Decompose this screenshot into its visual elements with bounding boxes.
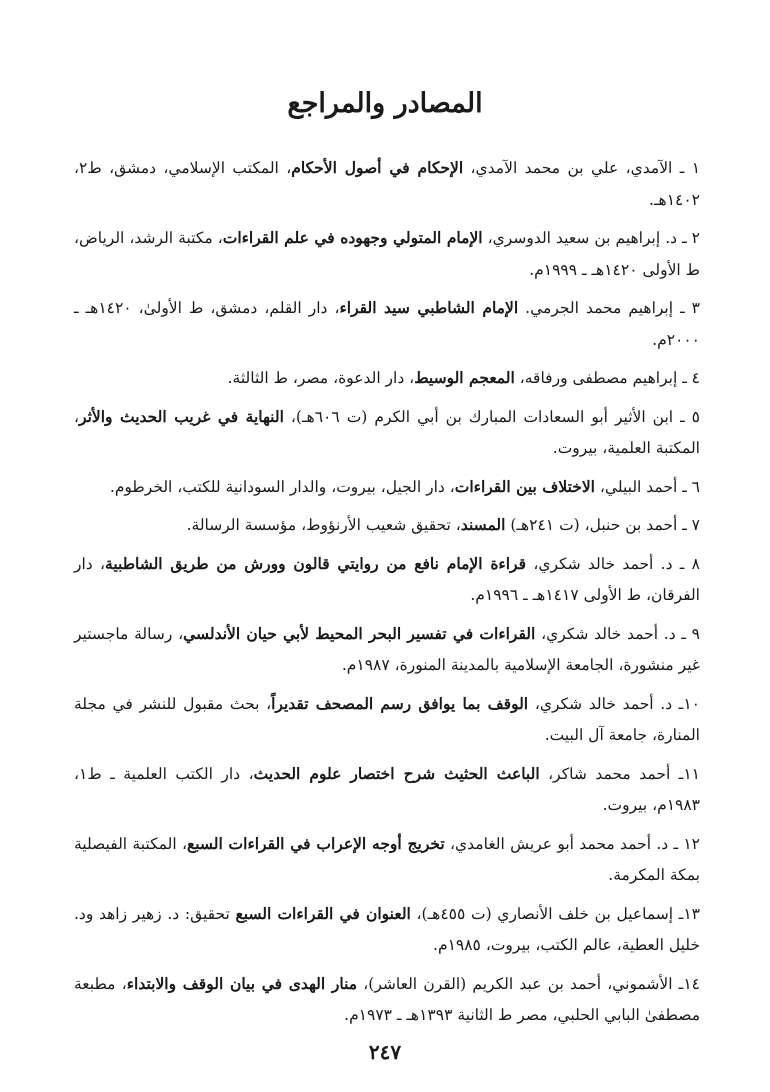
- reference-item: [74, 471, 700, 504]
- reference-text: ١٢ ـ د. أحمد محمد أبو عريش الغامدي،: [444, 834, 701, 853]
- reference-text: ١ ـ الآمدي، علي بن محمد الآمدي،: [463, 159, 701, 177]
- reference-text: ، دار الفرقان، ط الأولى ١٤١٧هـ ـ ١٩٩٦م.: [74, 554, 700, 604]
- reference-item: [74, 618, 700, 682]
- reference-item: [74, 968, 700, 1032]
- references-list: [74, 152, 700, 1038]
- reference-text: ٥ ـ ابن الأثير أبو السعادات المبارك بن أبي الكرم (ت ٦٠٦هـ)،: [283, 407, 700, 426]
- reference-item: [74, 898, 700, 962]
- reference-item: [74, 292, 700, 356]
- reference-item: [74, 828, 700, 892]
- reference-text: ٨ ـ د. أحمد خالد شكري،: [526, 554, 700, 573]
- reference-item: [74, 401, 700, 465]
- reference-text: ، المكتب الإسلامي، دمشق، ط٢، ١٤٠٢هـ.: [74, 159, 700, 209]
- reference-title: منار الهدى في بيان الوقف والابتداء: [126, 973, 358, 993]
- reference-text: ١٤ـ الأشموني، أحمد بن عبد الكريم (القرن العاشر)،: [357, 974, 700, 993]
- reference-text: ، دار الجيل، بيروت، والدار السودانية للكتب، الخرطوم.: [109, 477, 455, 496]
- reference-item: [74, 362, 700, 395]
- reference-text: ، مطبعة مصطفىٰ البابي الحلبي، مصر ط الثانية ١٣٩٣هـ ـ ١٩٧٣م.: [74, 974, 700, 1024]
- reference-item: [74, 688, 700, 752]
- reference-title: الباعث الحثيث شرح اختصار علوم الحديث: [253, 763, 540, 783]
- reference-title: الوقف بما يوافق رسم المصحف تقديراً: [271, 693, 529, 713]
- reference-title: الإحكام في أصول الأحكام: [291, 158, 464, 177]
- reference-item: [74, 548, 700, 612]
- reference-text: ، دار القلم، دمشق، ط الأولىٰ، ١٤٢٠هـ ـ ٢٠٠٠م.: [74, 299, 700, 349]
- reference-title: تخريج أوجه الإعراب في القراءات السبع: [186, 833, 445, 853]
- reference-text: ٣ ـ إبراهيم محمد الجرمي.: [518, 299, 700, 317]
- reference-text: ، دار الدعوة، مصر، ط الثالثة.: [227, 369, 415, 387]
- reference-title: النهاية في غريب الحديث والأثر: [79, 406, 284, 426]
- reference-text: ، مكتبة الرشد، الرياض، ط الأولى ١٤٢٠هـ ـ ١٩٩٩م.: [74, 229, 700, 279]
- reference-text: ، المكتبة العلمية، بيروت.: [74, 407, 700, 457]
- reference-text: ١٣ـ إسماعيل بن خلف الأنصاري (ت ٤٥٥هـ)،: [410, 904, 700, 923]
- reference-title: المعجم الوسيط: [414, 368, 515, 387]
- reference-item: [74, 758, 700, 822]
- reference-text: ٢ ـ د. إبراهيم بن سعيد الدوسري،: [482, 229, 700, 247]
- reference-text: ٦ ـ أحمد البيلي،: [595, 477, 700, 496]
- reference-text: تحقيق: د. زهير زاهد ود. خليل العطية، عالم الكتب، بيروت، ١٩٨٥م.: [74, 904, 700, 954]
- reference-item: [74, 509, 700, 542]
- reference-text: ٩ ـ د. أحمد خالد شكري،: [535, 624, 700, 643]
- reference-title: قراءة الإمام نافع من روايتي قالون وورش من طريق الشاطبية: [105, 553, 526, 573]
- reference-item: [74, 222, 700, 286]
- reference-text: ، المكتبة الفيصلية بمكة المكرمة.: [74, 834, 700, 884]
- reference-text: ، تحقيق شعيب الأرنؤوط، مؤسسة الرسالة.: [186, 516, 461, 534]
- reference-text: ، بحث مقبول للنشر في مجلة المنارة، جامعة آل البيت.: [74, 694, 700, 744]
- reference-title: الاختلاف بين القراءات: [454, 476, 595, 496]
- reference-text: ، رسالة ماجستير غير منشورة، الجامعة الإسلامية بالمدينة المنورة، ١٩٨٧م.: [74, 624, 700, 674]
- page-title: المصادر والمراجع: [287, 88, 483, 119]
- page-number: ٢٤٧: [368, 1040, 402, 1064]
- reference-title: العنوان في القراءات السبع: [235, 903, 411, 923]
- reference-text: ٤ ـ إبراهيم مصطفى ورفاقه،: [514, 369, 700, 387]
- reference-item: [74, 152, 700, 216]
- reference-title: الإمام الشاطبي سيد القراء: [339, 298, 519, 317]
- reference-title: القراءات في تفسير البحر المحيط لأبي حيان الأندلسي: [183, 623, 536, 643]
- reference-title: الإمام المتولي وجهوده في علم القراءات: [222, 228, 483, 247]
- reference-title: المسند: [460, 515, 506, 534]
- reference-text: ٧ ـ أحمد بن حنبل، (ت ٢٤١هـ): [505, 516, 700, 534]
- reference-text: ، دار الكتب العلمية ـ ط١، ١٩٨٣م، بيروت.: [74, 764, 700, 814]
- reference-text: ١١ـ أحمد محمد شاكر،: [539, 764, 700, 783]
- reference-text: ١٠ـ د. أحمد خالد شكري،: [528, 694, 701, 713]
